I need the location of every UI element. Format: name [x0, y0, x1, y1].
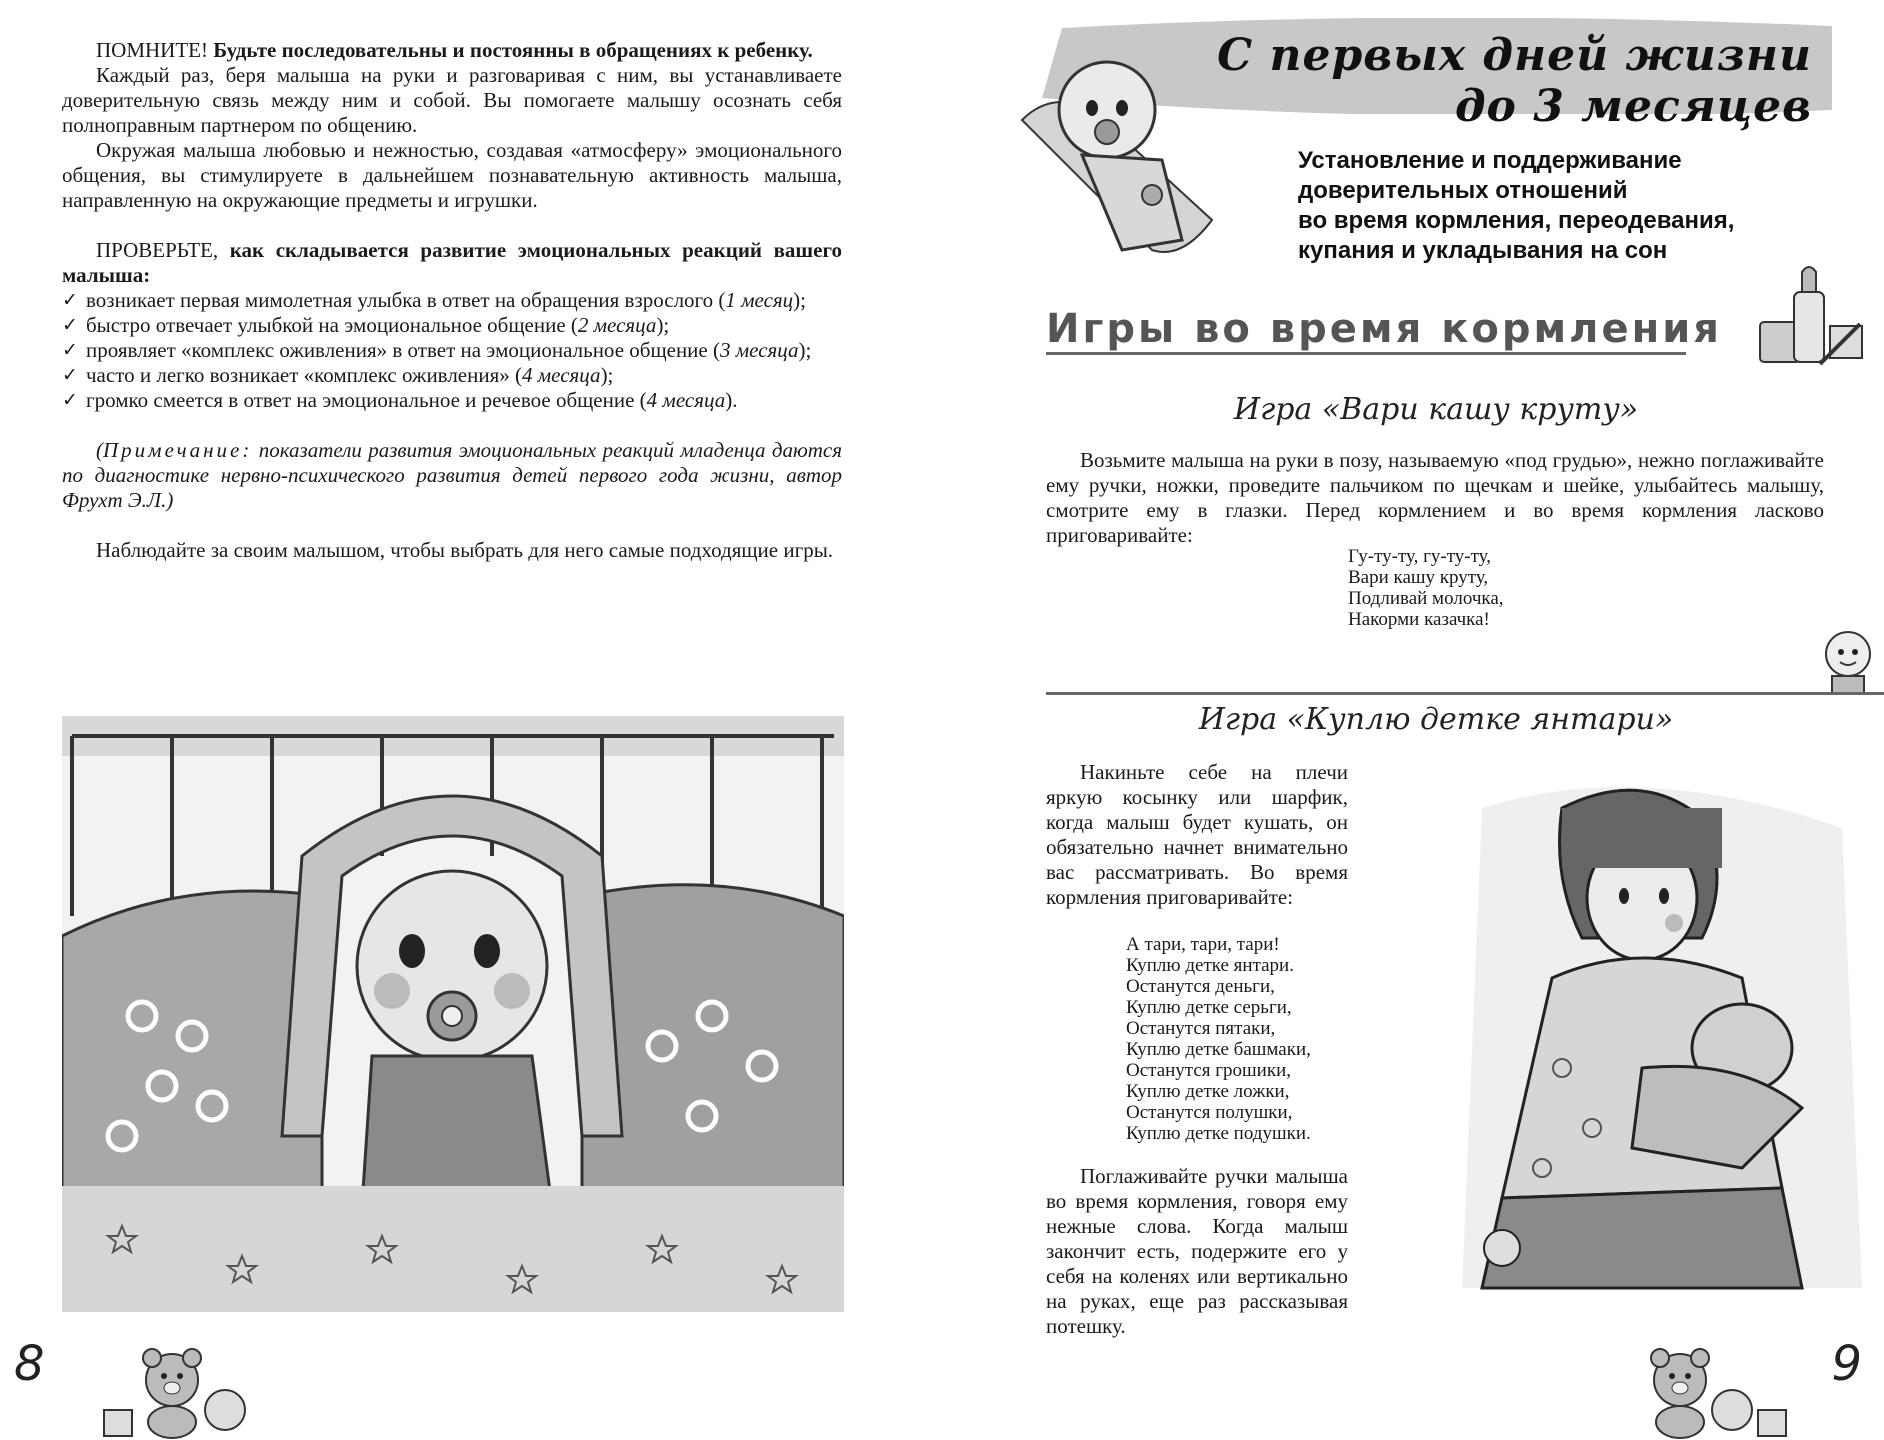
teddy-bear-icon: [100, 1340, 250, 1440]
remember-bold: Будьте последовательны и постоянны в обращениях к ребенку.: [213, 38, 813, 62]
check-list: [62, 288, 842, 413]
baby-under-blanket-illustration: [62, 716, 844, 1312]
check-item-text: возникает первая мимолетная улыбка в ответ на обращения взрослого: [86, 288, 714, 312]
game-poem: [1126, 934, 1311, 1144]
poem-line: А тари, тари, тари!: [1126, 934, 1280, 955]
check-item-text: громко смеется в ответ на эмоциональное и речевое общение: [86, 388, 635, 412]
paragraph-3: Окружая малыша любовью и нежностью, создавая «атмосферу» эмоционального общения, вы стимулируете в дальнейшем познавательную активность малыша, направленную на окружающие предметы и игрушки.: [62, 138, 842, 212]
poem-line: Куплю детке янтари.: [1126, 955, 1294, 976]
section-divider: [1046, 692, 1884, 695]
baby-face-icon: [1818, 626, 1878, 696]
check-item-age: 3 месяца: [720, 338, 799, 362]
poem-line: Куплю детке серьги,: [1126, 997, 1292, 1018]
poem-line: Куплю детке башмаки,: [1126, 1039, 1311, 1060]
poem-line: Останутся пятаки,: [1126, 1018, 1276, 1039]
checkmark-icon: ✓: [62, 314, 78, 336]
check-item-age: 4 месяца: [522, 363, 601, 387]
page-number: 9: [1831, 1336, 1862, 1392]
check-item: ✓ громко смеется в ответ на эмоциональное и речевое общение (4 месяца).: [62, 388, 738, 412]
check-item: ✓ проявляет «комплекс оживления» в ответ на эмоциональное общение (3 месяца);: [62, 338, 812, 362]
teddy-bear-icon: [1640, 1340, 1790, 1440]
check-item: ✓ быстро отвечает улыбкой на эмоциональное общение (2 месяца);: [62, 313, 670, 337]
note-paragraph: (Примечание: показатели развития эмоциональных реакций младенца даются по диагностике нервно-психического развития детей первого года жизни, автор Фрухт Э.Л.): [62, 438, 843, 512]
check-heading: [62, 238, 842, 288]
check-item-age: 1 месяц: [725, 288, 794, 312]
baby-lying-icon: [1012, 30, 1252, 270]
subtitle-line: Установление и поддерживание: [1298, 147, 1682, 174]
mother-feeding-baby-illustration: [1442, 768, 1872, 1312]
game-text: Возьмите малыша на руки в позу, называемую «под грудью», нежно поглаживайте ему ручки, ножки, проведите пальчиком по щечкам и шейке, улыбайтесь малышу, смотрите ему в глазки. Перед кормлением и во время кормления ласково приговаривайте:: [1046, 448, 1824, 547]
poem-line: Куплю детке подушки.: [1126, 1123, 1311, 1144]
right-page: [942, 0, 1884, 1440]
game-title: Игра «Куплю детке янтари»: [1198, 702, 1674, 737]
poem-line: Останутся деньги,: [1126, 976, 1275, 997]
remember-paragraph: [62, 38, 842, 63]
check-lead: ПРОВЕРЬТЕ,: [96, 238, 219, 262]
checkmark-icon: ✓: [62, 289, 78, 311]
note-text: показатели развития эмоциональных реакций младенца даются по диагностике нервно-психического развития детей первого года жизни, автор Фрухт Э.Л.: [62, 438, 843, 512]
note-label: Примечание:: [103, 438, 253, 462]
poem-line: Останутся полушки,: [1126, 1102, 1293, 1123]
subtitle-line: доверительных отношений: [1298, 177, 1628, 204]
closing-paragraph: Наблюдайте за своим малышом, чтобы выбрать для него самые подходящие игры.: [96, 538, 834, 562]
subtitle: [1298, 146, 1818, 266]
checkmark-icon: ✓: [62, 339, 78, 361]
subtitle-line: купания и укладывания на сон: [1298, 237, 1668, 264]
paragraph-2: Каждый раз, беря малыша на руки и разговаривая с ним, вы устанавливаете доверительную связь между ним и собой. Вы помогаете малышу осознать себя полноправным партнером по общению.: [62, 63, 842, 137]
subtitle-line: во время кормления, переодевания,: [1298, 207, 1735, 234]
section-heading: Игры во время кормления: [1046, 306, 1722, 352]
game-followup: [1046, 1164, 1348, 1339]
checkmark-icon: ✓: [62, 364, 78, 386]
check-bold: как складывается развитие эмоциональных реакций вашего малыша:: [62, 238, 842, 287]
poem-line: Останутся грошики,: [1126, 1060, 1291, 1081]
remember-lead: ПОМНИТЕ!: [96, 38, 208, 62]
poem-line: Гу-ту-ту, гу-ту-ту,: [1348, 546, 1492, 567]
chapter-title: С первых дней жизни до 3 месяцев: [1217, 30, 1812, 132]
check-item: ✓ часто и легко возникает «комплекс оживления» (4 месяца);: [62, 363, 614, 387]
check-item-age: 4 месяца: [646, 388, 726, 412]
game-poem: [1348, 546, 1504, 630]
check-item-text: часто и легко возникает «комплекс оживления»: [86, 363, 510, 387]
game-text: Накиньте себе на плечи яркую косынку или шарфик, когда малыш будет кушать, он обязательно начнет внимательно вас рассматривать. Во время кормления приговаривайте:: [1046, 760, 1348, 909]
poem-line: Куплю детке ложки,: [1126, 1081, 1290, 1102]
game-description: [1046, 760, 1348, 910]
checkmark-icon: ✓: [62, 389, 78, 411]
game-title: Игра «Вари кашу круту»: [1233, 392, 1639, 427]
poem-line: Подливай молочка,: [1348, 588, 1504, 609]
game-description: [1046, 448, 1824, 548]
check-item-text: проявляет «комплекс оживления» в ответ на эмоциональное общение: [86, 338, 708, 362]
check-item-text: быстро отвечает улыбкой на эмоциональное общение: [86, 313, 566, 337]
poem-line: Накорми казачка!: [1348, 609, 1490, 630]
check-item-age: 2 месяца: [577, 313, 657, 337]
baby-bottle-icon: [1750, 262, 1870, 372]
game-followup-text: Поглаживайте ручки малыша во время кормления, говоря ему нежные слова. Когда малыш закончит есть, подержите его у себя на коленях или вертикально на руках, еще раз рассказывая потешку.: [1046, 1164, 1348, 1338]
section-divider: [1046, 352, 1686, 355]
check-item: ✓ возникает первая мимолетная улыбка в ответ на обращения взрослого (1 месяц);: [62, 288, 806, 312]
page-number: 8: [14, 1336, 45, 1392]
left-text-block: [62, 38, 842, 563]
poem-line: Вари кашу круту,: [1348, 567, 1489, 588]
